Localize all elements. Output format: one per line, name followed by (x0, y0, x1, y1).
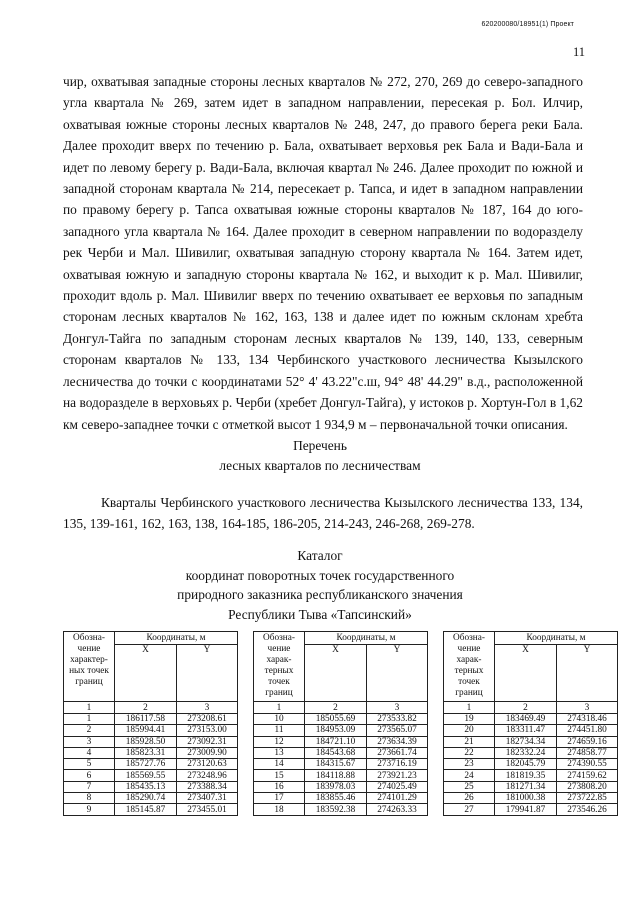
table-row (64, 804, 238, 815)
catalog-heading (0, 546, 640, 624)
table-row (444, 736, 618, 747)
point-number-cell: 21 (444, 736, 495, 747)
point-number-cell: 17 (254, 793, 305, 804)
y-coordinate-cell: 274858.77 (557, 747, 618, 758)
column-number: 2 (305, 702, 367, 714)
column-number: 3 (177, 702, 238, 714)
list-heading-line-2: лесных кварталов по лесничествам (219, 458, 421, 473)
x-coordinate-cell: 185569.55 (115, 770, 177, 781)
point-number-cell: 26 (444, 793, 495, 804)
x-column-header: X (115, 645, 177, 702)
x-coordinate-cell: 185290.74 (115, 793, 177, 804)
table-row (444, 714, 618, 725)
catalog-heading-line-3: природного заказника республиканского значения (177, 587, 463, 602)
x-coordinate-cell: 182045.79 (495, 759, 557, 770)
column-number: 2 (115, 702, 177, 714)
y-coordinate-cell: 274263.33 (367, 804, 428, 815)
table-row (64, 725, 238, 736)
x-coordinate-cell: 182332.24 (495, 747, 557, 758)
y-coordinate-cell: 273565.07 (367, 725, 428, 736)
page-number: 11 (572, 45, 585, 59)
x-coordinate-cell: 181271.34 (495, 781, 557, 792)
coordinates-table-3 (443, 631, 618, 816)
y-coordinate-cell: 274318.46 (557, 714, 618, 725)
y-coordinate-cell: 274451.80 (557, 725, 618, 736)
point-number-cell: 25 (444, 781, 495, 792)
y-coordinate-cell: 273634.39 (367, 736, 428, 747)
table-row (64, 770, 238, 781)
point-number-cell: 11 (254, 725, 305, 736)
x-coordinate-cell: 182734.34 (495, 736, 557, 747)
point-number-cell: 18 (254, 804, 305, 815)
point-label-header: Обозна- чение характер- ных точек границ (64, 632, 115, 702)
column-number: 1 (64, 702, 115, 714)
point-number-cell: 24 (444, 770, 495, 781)
point-number-cell: 19 (444, 714, 495, 725)
x-coordinate-cell: 185145.87 (115, 804, 177, 815)
point-number-cell: 27 (444, 804, 495, 815)
table-row (64, 747, 238, 758)
point-number-cell: 8 (64, 793, 115, 804)
table-row (254, 770, 428, 781)
point-number-cell: 14 (254, 759, 305, 770)
point-number-cell: 13 (254, 747, 305, 758)
catalog-heading-line-2: координат поворотных точек государственного (185, 567, 455, 583)
y-column-header: Y (557, 645, 618, 702)
point-label-header: Обозна- чение харак- терных точек границ (444, 632, 495, 702)
x-coordinate-cell: 181000.38 (495, 793, 557, 804)
x-coordinate-cell: 184543.68 (305, 747, 367, 758)
y-coordinate-cell: 274101.29 (367, 793, 428, 804)
coordinates-table-2 (253, 631, 428, 816)
table-row (254, 804, 428, 815)
table-row (254, 736, 428, 747)
column-number: 2 (495, 702, 557, 714)
table-row (64, 736, 238, 747)
y-coordinate-cell: 273546.26 (557, 804, 618, 815)
y-coordinate-cell: 273248.96 (177, 770, 238, 781)
point-number-cell: 7 (64, 781, 115, 792)
y-coordinate-cell: 273407.31 (177, 793, 238, 804)
x-coordinate-cell: 184721.10 (305, 736, 367, 747)
y-coordinate-cell: 273388.34 (177, 781, 238, 792)
point-number-cell: 5 (64, 759, 115, 770)
x-coordinate-cell: 183311.47 (495, 725, 557, 736)
list-heading-line-1: Перечень (293, 438, 347, 453)
x-coordinate-cell: 185994.41 (115, 725, 177, 736)
point-number-cell: 15 (254, 770, 305, 781)
table-row (444, 747, 618, 758)
y-coordinate-cell: 273153.00 (177, 725, 238, 736)
y-coordinate-cell: 274159.62 (557, 770, 618, 781)
table-row (444, 725, 618, 736)
y-coordinate-cell: 273120.63 (177, 759, 238, 770)
point-label-header: Обозна- чение харак- терных точек границ (254, 632, 305, 702)
x-coordinate-cell: 186117.58 (115, 714, 177, 725)
point-number-cell: 23 (444, 759, 495, 770)
coordinates-table-1 (63, 631, 238, 816)
y-coordinate-cell: 273661.74 (367, 747, 428, 758)
y-coordinate-cell: 273208.61 (177, 714, 238, 725)
x-coordinate-cell: 179941.87 (495, 804, 557, 815)
column-number: 1 (444, 702, 495, 714)
column-number: 3 (557, 702, 618, 714)
x-coordinate-cell: 185055.69 (305, 714, 367, 725)
y-coordinate-cell: 273092.31 (177, 736, 238, 747)
point-number-cell: 20 (444, 725, 495, 736)
x-coordinate-cell: 185727.76 (115, 759, 177, 770)
table-row (254, 714, 428, 725)
table-row (254, 793, 428, 804)
catalog-heading-line-4: Республики Тыва «Тапсинский» (228, 606, 412, 622)
y-coordinate-cell: 273716.19 (367, 759, 428, 770)
coordinates-header: Координаты, м (305, 632, 428, 645)
catalog-heading-line-1: Каталог (297, 548, 343, 563)
table-row (254, 725, 428, 736)
table-row (444, 759, 618, 770)
x-coordinate-cell: 183469.49 (495, 714, 557, 725)
x-coordinate-cell: 185823.31 (115, 747, 177, 758)
y-coordinate-cell: 273533.82 (367, 714, 428, 725)
y-coordinate-cell: 273455.01 (177, 804, 238, 815)
point-number-cell: 9 (64, 804, 115, 815)
table-row (254, 747, 428, 758)
point-number-cell: 10 (254, 714, 305, 725)
point-number-cell: 12 (254, 736, 305, 747)
x-column-header: X (495, 645, 557, 702)
y-coordinate-cell: 274025.49 (367, 781, 428, 792)
y-coordinate-cell: 273921.23 (367, 770, 428, 781)
y-coordinate-cell: 273722.85 (557, 793, 618, 804)
column-number: 1 (254, 702, 305, 714)
x-coordinate-cell: 184953.09 (305, 725, 367, 736)
point-number-cell: 1 (64, 714, 115, 725)
table-row (64, 781, 238, 792)
coordinates-header: Координаты, м (115, 632, 238, 645)
document-id: 620200080/18951(1) Проект (481, 21, 574, 28)
forest-quarters-heading (0, 436, 640, 476)
y-coordinate-cell: 273808.20 (557, 781, 618, 792)
y-coordinate-cell: 273009.90 (177, 747, 238, 758)
x-coordinate-cell: 183855.46 (305, 793, 367, 804)
forest-quarters-list: Кварталы Чербинского участкового лесничества Кызылского лесничества 133, 134, 135, 139-161, 162, 163, 138, 164-185, 186-205, 214-243, 246-268, 269-278. (63, 495, 583, 531)
table-row (64, 793, 238, 804)
x-coordinate-cell: 183592.38 (305, 804, 367, 815)
x-column-header: X (305, 645, 367, 702)
x-coordinate-cell: 185928.50 (115, 736, 177, 747)
table-row (444, 804, 618, 815)
point-number-cell: 22 (444, 747, 495, 758)
x-coordinate-cell: 185435.13 (115, 781, 177, 792)
table-row (64, 714, 238, 725)
y-column-header: Y (367, 645, 428, 702)
point-number-cell: 2 (64, 725, 115, 736)
boundary-description: чир, охватывая западные стороны лесных кварталов № 272, 270, 269 до северо-западного угла квартала № 269, затем идет в западном направлении, пересекая р. Бол. Илчир, охватывая южные стороны лесных кварталов № 248, 247, до правого берега реки Бала. Далее проходит вверх по течению р. Бала, охватывает верховья рек Бала и Вади-Бала и идет по левому берегу р. Вади-Бала, включая квартал № 246. Далее проходит по южной и западной сторонам квартала № 214, пересекает р. Тапса, и идет в западном направлении по правому берегу р. Тапса охватывая южные стороны кварталов № 187, 164 до юго-западного угла квартала № 164. Далее проходит в северном направлении по водоразделу рек Черби и Мал. Шивилиг, охватывая западную сторону квартала № 164. Затем идет, охватывая южную и западную стороны квартала № 162, и выходит к р. Мал. Шивилиг, проходит вдоль р. Мал. Шивилиг вверх по течению охватывает ее верховья по западным сторонам лесных кварталов № 162, 163, 138 и далее идет по южным склонам хребта Донгул-Тайга по западным сторонам лесных кварталов № 139, 140, 133, северным сторонам кварталов № 133, 134 Чербинского участкового лесничества Кызылского лесничества до точки с координатами 52° 4' 43.22"с.ш, 94° 48' 44.29" в.д., расположенной на водоразделе в верховьях р. Черби (хребет Донгул-Тайга), у истоков р. Хортун-Гол в 1,62 км северо-западнее точки с отметкой высот 1 934,9 м – первоначальной точки описания. (63, 74, 583, 432)
table-row (444, 793, 618, 804)
x-coordinate-cell: 184315.67 (305, 759, 367, 770)
x-coordinate-cell: 183978.03 (305, 781, 367, 792)
y-coordinate-cell: 274390.55 (557, 759, 618, 770)
x-coordinate-cell: 181819.35 (495, 770, 557, 781)
y-column-header: Y (177, 645, 238, 702)
point-number-cell: 4 (64, 747, 115, 758)
table-row (254, 759, 428, 770)
x-coordinate-cell: 184118.88 (305, 770, 367, 781)
table-row (64, 759, 238, 770)
coordinates-header: Координаты, м (495, 632, 618, 645)
point-number-cell: 6 (64, 770, 115, 781)
table-row (254, 781, 428, 792)
table-row (444, 781, 618, 792)
y-coordinate-cell: 274659.16 (557, 736, 618, 747)
point-number-cell: 3 (64, 736, 115, 747)
table-row (444, 770, 618, 781)
point-number-cell: 16 (254, 781, 305, 792)
column-number: 3 (367, 702, 428, 714)
